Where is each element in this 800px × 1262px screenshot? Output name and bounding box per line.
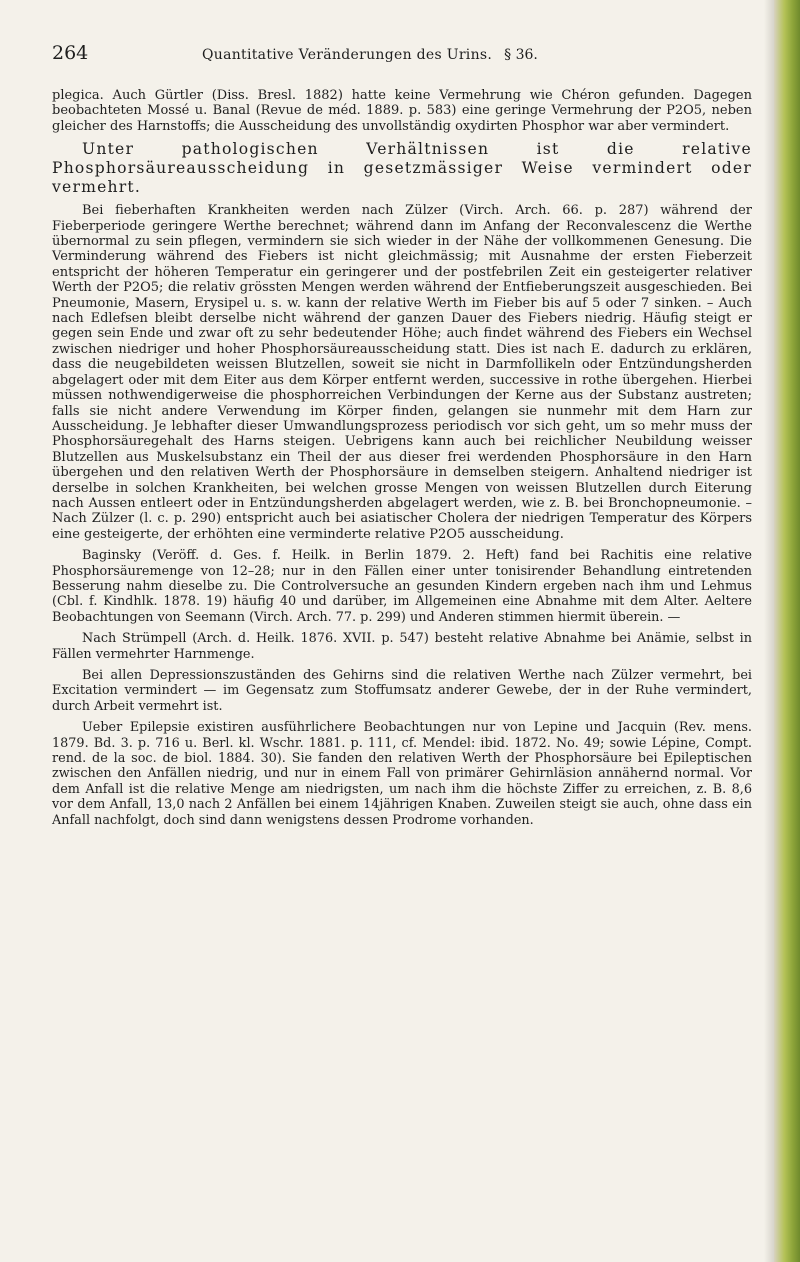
paragraph-fever: Bei fieberhaften Krankheiten werden nach Zülzer (Virch. Arch. 66. p. 287) während der Fieberperiode geringere Werthe berechnet; während dann im Anfang der Reconvalescenz die Werthe übernormal zu sein pflegen, vermindern sie sich wieder in der Nähe der vollkommenen Genesung. Die Verminderung während des Fiebers ist nicht gleichmässig; mit Ausnahme der ersten Fieberzeit entspricht der höheren Temperatur ein geringerer und der postfebrilen Zeit ein gesteigerter relativer Werth der P2O5; die relativ grössten Mengen werden während der Entfieberungszeit ausgeschieden. Bei Pneumonie, Masern, Erysipel u. s. w. kann der relative Werth im Fieber bis auf 5 oder 7 sinken. – Auch nach Edlefsen bleibt derselbe nicht während der ganzen Dauer des Fiebers niedrig. Häufig steigt er gegen sein Ende und zwar oft zu sehr bedeutender Höhe; auch findet während des Fiebers ein Wechsel zwischen niedriger und hoher Phosphorsäureausscheidung statt. Dies ist nach E. dadurch zu erklären, dass die neugebildeten weissen Blutzellen, soweit sie nicht in Darmfollikeln oder Entzündungsherden abgelagert oder mit dem Eiter aus dem Körper entfernt werden, successive in rothe übergehen. Hierbei müssen nothwendigerweise die phosphorreichen Verbindungen der Kerne aus der Substanz austreten; falls sie nicht andere Verwendung im Körper finden, gelangen sie nunmehr mit dem Harn zur Ausscheidung. Je lebhafter dieser Umwandlungsprozess periodisch vor sich geht, um so mehr muss der Phosphorsäuregehalt des Harns steigen. Uebrigens kann auch bei reichlicher Neubildung weisser Blutzellen aus Muskelsubstanz ein Theil der aus dieser frei werdenden Phosphorsäure in den Harn übergehen und den relativen Werth der Phosphorsäure in demselben steigern. Anhaltend niedriger ist derselbe in solchen Krankheiten, bei welchen grosse Mengen von weissen Blutzellen durch Eiterung nach Aussen entleert oder in Entzündungsherden abgelagert werden, wie z. B. bei Bronchopneumonie. – Nach Zülzer (l. c. p. 290) entspricht auch bei asiatischer Cholera der niedrigen Temperatur des Körpers eine gesteigerte, der erhöhten eine verminderte relative P2O5 ausscheidung. bbox=[52, 203, 752, 542]
section-heading-paragraph: Unter pathologischen Verhältnissen ist die relative Phosphorsäureausscheidung in gesetzmässiger Weise vermindert oder vermehrt. bbox=[52, 140, 752, 197]
page-edge-shadow bbox=[764, 0, 774, 1262]
running-header bbox=[52, 42, 752, 72]
running-title: Quantitative Veränderungen des Urins. bbox=[202, 47, 493, 63]
paragraph-anaemia: Nach Strümpell (Arch. d. Heilk. 1876. XVII. p. 547) besteht relative Abnahme bei Anämie, selbst in Fällen vermehrter Harnmenge. bbox=[52, 631, 752, 662]
paragraph-epilepsy: Ueber Epilepsie existiren ausführlichere Beobachtungen nur von Lepine und Jacquin (Rev. mens. 1879. Bd. 3. p. 716 u. Berl. kl. Wschr. 1881. p. 111, cf. Mendel: ibid. 1872. No. 49; sowie Lépine, Compt. rend. de la soc. de biol. 1884. 30). Sie fanden den relativen Werth der Phosphorsäure bei Epileptischen zwischen den Anfällen niedrig, und nur in einem Fall von primärer Gehirnläsion annähernd normal. Vor dem Anfall ist die relative Menge am niedrigsten, um nach ihm die höchste Ziffer zu erreichen, z. B. 8,6 vor dem Anfall, 13,0 nach 2 Anfällen bei einem 14jährigen Knaben. Zuweilen steigt sie auch, ohne dass ein Anfall nachfolgt, doch sind dann wenigstens dessen Prodrome vorhanden. bbox=[52, 720, 752, 828]
book-page bbox=[52, 42, 752, 828]
book-edge bbox=[774, 0, 800, 1262]
page-number: 264 bbox=[52, 42, 89, 64]
section-number: § 36. bbox=[504, 47, 538, 63]
paragraph-rachitis: Baginsky (Veröff. d. Ges. f. Heilk. in Berlin 1879. 2. Heft) fand bei Rachitis eine relative Phosphorsäuremenge von 12–28; nur in den Fällen einer unter tonisirender Behandlung eintretenden Besserung nahm dieselbe zu. Die Controlversuche an gesunden Kindern ergeben nach ihm und Lehmus (Cbl. f. Kindhlk. 1878. 19) häufig 40 und darüber, im Allgemeinen eine Abnahme mit dem Alter. Aeltere Beobachtungen von Seemann (Virch. Arch. 77. p. 299) und Anderen stimmen hiermit überein. — bbox=[52, 548, 752, 625]
paragraph-continuation: plegica. Auch Gürtler (Diss. Bresl. 1882) hatte keine Vermehrung wie Chéron gefunden. Dagegen beobachteten Mossé u. Banal (Revue de méd. 1889. p. 583) eine geringe Vermehrung der P2O5, neben gleicher des Harnstoffs; die Ausscheidung des unvollständig oxydirten Phosphor war aber vermindert. bbox=[52, 88, 752, 134]
paragraph-brain: Bei allen Depressionszuständen des Gehirns sind die relativen Werthe nach Zülzer vermehrt, bei Excitation vermindert — im Gegensatz zum Stoffumsatz anderer Gewebe, der in der Ruhe vermindert, durch Arbeit vermehrt ist. bbox=[52, 668, 752, 714]
